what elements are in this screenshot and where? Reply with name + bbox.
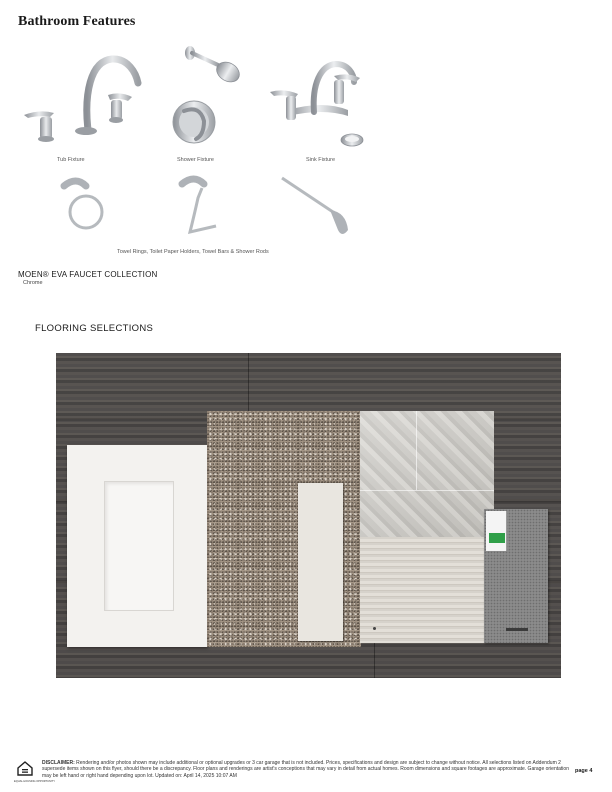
countertop-strip-sample — [298, 483, 343, 641]
toilet-paper-holder-image — [178, 174, 223, 239]
cabinet-door-panel — [104, 481, 174, 611]
towel-ring-image — [60, 176, 105, 241]
flooring-title: FLOORING SELECTIONS — [35, 323, 154, 334]
tile-sample — [360, 411, 494, 537]
tub-fixture-caption: Tub Fixture — [57, 157, 85, 163]
cabinet-door-sample — [67, 445, 207, 647]
sample-tag — [486, 511, 507, 551]
section-title: Bathroom Features — [18, 14, 136, 29]
wood-plank-sample — [360, 537, 490, 643]
plank-seam — [374, 643, 375, 678]
faucet-finish: Chrome — [23, 280, 43, 286]
flooring-samples-photo — [56, 353, 561, 678]
tub-fixture-image — [20, 55, 140, 150]
sample-tag-label — [489, 533, 505, 543]
tile-grout-line — [416, 411, 417, 490]
disclaimer-text: Rendering and/or photos shown may include additional or optional upgrades or 3 car garage that is not included. Prices, specifications and design are subject to change without notice. All selections listed on Addendum 2 supersede items shown on this flyer, should there be a discrepancy. Floor plans and renderings are artist's conceptions that may vary in detail from actual homes. Room dimensions and square footages are approximate. Garage orientation may be left hand or right hand depending upon lot. Updated on: April 14, 2025 10:07 AM — [42, 760, 569, 779]
shower-fixture-image — [170, 45, 245, 155]
shower-fixture-caption: Shower Fixture — [177, 157, 214, 163]
quartz-brand-mark — [506, 628, 528, 631]
tile-grout-line — [360, 490, 494, 491]
faucet-collection-name: MOEN® EVA FAUCET COLLECTION — [18, 270, 158, 279]
disclaimer — [42, 760, 570, 779]
equal-housing-label: EQUAL HOUSING OPPORTUNITY — [14, 780, 55, 783]
quartz-sample — [484, 509, 548, 643]
towel-bar-image — [278, 174, 353, 239]
page-number: page 4 — [575, 768, 593, 774]
plank-seam — [248, 353, 249, 418]
equal-housing-icon — [17, 760, 33, 780]
wood-sample-mark — [373, 627, 376, 630]
accessories-caption: Towel Rings, Toilet Paper Holders, Towel Bars & Shower Rods — [117, 249, 269, 255]
sink-fixture-caption: Sink Fixture — [306, 157, 336, 163]
sink-fixture-image — [268, 60, 368, 150]
disclaimer-label: DISCLAIMER: — [42, 760, 75, 766]
